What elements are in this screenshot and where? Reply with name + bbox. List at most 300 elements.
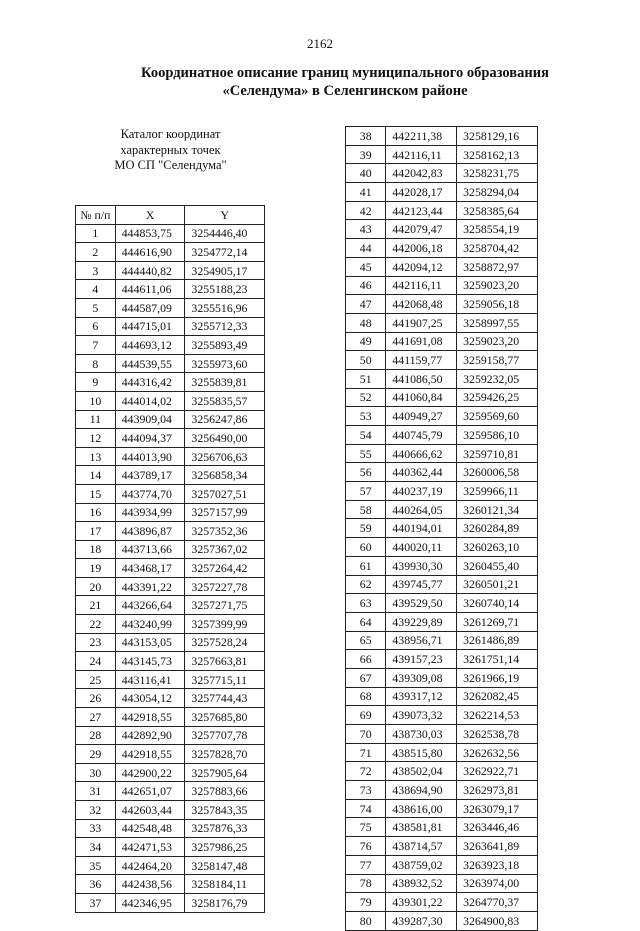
point-number: 68 — [346, 687, 386, 706]
point-number: 6 — [76, 317, 116, 336]
x-coordinate: 443896,87 — [115, 522, 185, 541]
point-number: 28 — [76, 726, 116, 745]
x-coordinate: 444693,12 — [115, 336, 185, 355]
point-number: 73 — [346, 781, 386, 800]
table-row — [76, 373, 265, 392]
table-row — [76, 224, 265, 243]
y-coordinate: 3257027,51 — [185, 484, 265, 503]
x-coordinate: 438581,81 — [386, 818, 457, 837]
y-coordinate: 3257715,11 — [185, 670, 265, 689]
x-coordinate: 442438,56 — [115, 875, 185, 894]
y-coordinate: 3254772,14 — [185, 243, 265, 262]
y-coordinate: 3257399,99 — [185, 615, 265, 634]
point-number: 10 — [76, 391, 116, 410]
table-row — [346, 500, 538, 519]
table-row — [76, 763, 265, 782]
table-row — [346, 257, 538, 276]
y-coordinate: 3255188,23 — [185, 280, 265, 299]
point-number: 79 — [346, 893, 386, 912]
point-number: 49 — [346, 332, 386, 351]
x-coordinate: 441907,25 — [386, 313, 457, 332]
table-row — [76, 317, 265, 336]
table-row — [346, 631, 538, 650]
table-row — [346, 239, 538, 258]
x-coordinate: 442079,47 — [386, 220, 457, 239]
table-row — [346, 201, 538, 220]
table-row — [346, 706, 538, 725]
y-coordinate: 3260740,14 — [457, 594, 538, 613]
x-coordinate: 440362,44 — [386, 463, 457, 482]
table-row — [346, 183, 538, 202]
table-row — [346, 650, 538, 669]
point-number: 61 — [346, 556, 386, 575]
point-number: 51 — [346, 369, 386, 388]
table-row — [76, 689, 265, 708]
table-row — [346, 276, 538, 295]
x-coordinate: 442346,95 — [115, 893, 185, 912]
y-coordinate: 3257528,24 — [185, 633, 265, 652]
table-row — [76, 801, 265, 820]
y-coordinate: 3263079,17 — [457, 799, 538, 818]
header-y: Y — [185, 206, 265, 225]
table-row — [76, 559, 265, 578]
x-coordinate: 443153,05 — [115, 633, 185, 652]
y-coordinate: 3260006,58 — [457, 463, 538, 482]
y-coordinate: 3255839,81 — [185, 373, 265, 392]
header-number: № п/п — [76, 206, 116, 225]
point-number: 26 — [76, 689, 116, 708]
point-number: 21 — [76, 596, 116, 615]
table-row — [76, 893, 265, 912]
x-coordinate: 442548,48 — [115, 819, 185, 838]
table-row — [346, 893, 538, 912]
y-coordinate: 3263923,18 — [457, 855, 538, 874]
table-row — [76, 261, 265, 280]
table-header-row — [76, 206, 265, 225]
caption-line-2: характерных точек — [120, 142, 221, 157]
y-coordinate: 3259232,05 — [457, 369, 538, 388]
table-row — [346, 612, 538, 631]
point-number: 77 — [346, 855, 386, 874]
point-number: 42 — [346, 201, 386, 220]
y-coordinate: 3257227,78 — [185, 577, 265, 596]
x-coordinate: 442471,53 — [115, 838, 185, 857]
table-row — [76, 484, 265, 503]
y-coordinate: 3257843,35 — [185, 801, 265, 820]
y-coordinate: 3258997,55 — [457, 313, 538, 332]
x-coordinate: 444587,09 — [115, 298, 185, 317]
y-coordinate: 3261966,19 — [457, 668, 538, 687]
x-coordinate: 442123,44 — [386, 201, 457, 220]
table-row — [346, 444, 538, 463]
table-row — [346, 369, 538, 388]
y-coordinate: 3257707,78 — [185, 726, 265, 745]
header-x: X — [115, 206, 185, 225]
x-coordinate: 443054,12 — [115, 689, 185, 708]
x-coordinate: 439073,32 — [386, 706, 457, 725]
point-number: 23 — [76, 633, 116, 652]
point-number: 11 — [76, 410, 116, 429]
table-row — [346, 463, 538, 482]
x-coordinate: 444715,01 — [115, 317, 185, 336]
x-coordinate: 443934,99 — [115, 503, 185, 522]
x-coordinate: 438515,80 — [386, 743, 457, 762]
y-coordinate: 3257367,02 — [185, 540, 265, 559]
table-row — [346, 594, 538, 613]
x-coordinate: 443240,99 — [115, 615, 185, 634]
y-coordinate: 3257271,75 — [185, 596, 265, 615]
x-coordinate: 442006,18 — [386, 239, 457, 258]
y-coordinate: 3257352,36 — [185, 522, 265, 541]
x-coordinate: 439301,22 — [386, 893, 457, 912]
x-coordinate: 442028,17 — [386, 183, 457, 202]
x-coordinate: 442464,20 — [115, 856, 185, 875]
y-coordinate: 3259056,18 — [457, 295, 538, 314]
table-row — [346, 575, 538, 594]
y-coordinate: 3263974,00 — [457, 874, 538, 893]
point-number: 38 — [346, 127, 386, 146]
point-number: 75 — [346, 818, 386, 837]
y-coordinate: 3254905,17 — [185, 261, 265, 280]
y-coordinate: 3258184,11 — [185, 875, 265, 894]
y-coordinate: 3257264,42 — [185, 559, 265, 578]
x-coordinate: 441159,77 — [386, 351, 457, 370]
x-coordinate: 442068,48 — [386, 295, 457, 314]
y-coordinate: 3258147,48 — [185, 856, 265, 875]
table-row — [346, 351, 538, 370]
point-number: 71 — [346, 743, 386, 762]
point-number: 80 — [346, 911, 386, 930]
y-coordinate: 3258294,04 — [457, 183, 538, 202]
y-coordinate: 3257905,64 — [185, 763, 265, 782]
x-coordinate: 444094,37 — [115, 429, 185, 448]
x-coordinate: 438759,02 — [386, 855, 457, 874]
point-number: 37 — [76, 893, 116, 912]
table-row — [346, 762, 538, 781]
y-coordinate: 3257828,70 — [185, 745, 265, 764]
y-coordinate: 3261486,89 — [457, 631, 538, 650]
x-coordinate: 438714,57 — [386, 837, 457, 856]
table-row — [346, 911, 538, 930]
y-coordinate: 3257986,25 — [185, 838, 265, 857]
point-number: 14 — [76, 466, 116, 485]
y-coordinate: 3260263,10 — [457, 538, 538, 557]
point-number: 33 — [76, 819, 116, 838]
point-number: 31 — [76, 782, 116, 801]
table-row — [76, 298, 265, 317]
table-row — [346, 313, 538, 332]
table-row — [346, 556, 538, 575]
table-row — [346, 519, 538, 538]
catalog-caption — [78, 127, 263, 174]
point-number: 60 — [346, 538, 386, 557]
table-row — [76, 354, 265, 373]
table-row — [76, 615, 265, 634]
point-number: 76 — [346, 837, 386, 856]
table-row — [346, 127, 538, 146]
y-coordinate: 3260501,21 — [457, 575, 538, 594]
point-number: 44 — [346, 239, 386, 258]
point-number: 59 — [346, 519, 386, 538]
title-line-1: Координатное описание границ муниципального образования — [141, 65, 549, 81]
table-row — [346, 818, 538, 837]
point-number: 48 — [346, 313, 386, 332]
table-row — [76, 856, 265, 875]
table-row — [76, 447, 265, 466]
y-coordinate: 3262538,78 — [457, 725, 538, 744]
table-row — [346, 687, 538, 706]
point-number: 19 — [76, 559, 116, 578]
table-row — [76, 633, 265, 652]
point-number: 46 — [346, 276, 386, 295]
point-number: 15 — [76, 484, 116, 503]
table-row — [346, 668, 538, 687]
table-row — [76, 670, 265, 689]
point-number: 8 — [76, 354, 116, 373]
table-row — [346, 799, 538, 818]
point-number: 35 — [76, 856, 116, 875]
x-coordinate: 439529,50 — [386, 594, 457, 613]
point-number: 25 — [76, 670, 116, 689]
y-coordinate: 3256858,34 — [185, 466, 265, 485]
x-coordinate: 444539,55 — [115, 354, 185, 373]
point-number: 62 — [346, 575, 386, 594]
x-coordinate: 442094,12 — [386, 257, 457, 276]
x-coordinate: 444316,42 — [115, 373, 185, 392]
y-coordinate: 3259426,25 — [457, 388, 538, 407]
y-coordinate: 3263641,89 — [457, 837, 538, 856]
y-coordinate: 3256706,63 — [185, 447, 265, 466]
coordinates-table-left — [75, 205, 265, 913]
table-row — [346, 145, 538, 164]
table-row — [346, 482, 538, 501]
table-row — [76, 336, 265, 355]
x-coordinate: 443909,04 — [115, 410, 185, 429]
table-row — [76, 522, 265, 541]
x-coordinate: 440745,79 — [386, 426, 457, 445]
x-coordinate: 442918,55 — [115, 745, 185, 764]
point-number: 58 — [346, 500, 386, 519]
point-number: 7 — [76, 336, 116, 355]
point-number: 30 — [76, 763, 116, 782]
table-row — [346, 781, 538, 800]
table-row — [76, 596, 265, 615]
table-row — [346, 407, 538, 426]
y-coordinate: 3258176,79 — [185, 893, 265, 912]
table-row — [76, 838, 265, 857]
point-number: 72 — [346, 762, 386, 781]
point-number: 36 — [76, 875, 116, 894]
y-coordinate: 3264900,83 — [457, 911, 538, 930]
point-number: 20 — [76, 577, 116, 596]
x-coordinate: 443713,66 — [115, 540, 185, 559]
x-coordinate: 443391,22 — [115, 577, 185, 596]
table-row — [76, 875, 265, 894]
y-coordinate: 3256247,86 — [185, 410, 265, 429]
x-coordinate: 444853,75 — [115, 224, 185, 243]
y-coordinate: 3257685,80 — [185, 708, 265, 727]
x-coordinate: 438502,04 — [386, 762, 457, 781]
x-coordinate: 438932,52 — [386, 874, 457, 893]
x-coordinate: 438730,03 — [386, 725, 457, 744]
y-coordinate: 3259023,20 — [457, 276, 538, 295]
point-number: 69 — [346, 706, 386, 725]
point-number: 55 — [346, 444, 386, 463]
x-coordinate: 443266,64 — [115, 596, 185, 615]
point-number: 40 — [346, 164, 386, 183]
y-coordinate: 3260455,40 — [457, 556, 538, 575]
x-coordinate: 440949,27 — [386, 407, 457, 426]
point-number: 2 — [76, 243, 116, 262]
y-coordinate: 3257876,33 — [185, 819, 265, 838]
y-coordinate: 3259023,20 — [457, 332, 538, 351]
point-number: 4 — [76, 280, 116, 299]
y-coordinate: 3254446,40 — [185, 224, 265, 243]
x-coordinate: 438694,90 — [386, 781, 457, 800]
caption-line-3: МО СП "Селендума" — [114, 158, 227, 172]
x-coordinate: 440666,62 — [386, 444, 457, 463]
y-coordinate: 3263446,46 — [457, 818, 538, 837]
y-coordinate: 3264770,37 — [457, 893, 538, 912]
x-coordinate: 440194,01 — [386, 519, 457, 538]
x-coordinate: 440020,11 — [386, 538, 457, 557]
y-coordinate: 3259966,11 — [457, 482, 538, 501]
x-coordinate: 442116,11 — [386, 145, 457, 164]
y-coordinate: 3262632,56 — [457, 743, 538, 762]
point-number: 41 — [346, 183, 386, 202]
table-row — [76, 466, 265, 485]
table-row — [346, 837, 538, 856]
table-row — [76, 652, 265, 671]
x-coordinate: 443774,70 — [115, 484, 185, 503]
y-coordinate: 3260121,34 — [457, 500, 538, 519]
table-row — [76, 819, 265, 838]
point-number: 63 — [346, 594, 386, 613]
y-coordinate: 3256490,00 — [185, 429, 265, 448]
point-number: 9 — [76, 373, 116, 392]
point-number: 29 — [76, 745, 116, 764]
table-row — [76, 391, 265, 410]
table-row — [346, 220, 538, 239]
point-number: 67 — [346, 668, 386, 687]
x-coordinate: 442211,38 — [386, 127, 457, 146]
table-row — [346, 725, 538, 744]
point-number: 54 — [346, 426, 386, 445]
y-coordinate: 3262973,81 — [457, 781, 538, 800]
x-coordinate: 443145,73 — [115, 652, 185, 671]
point-number: 27 — [76, 708, 116, 727]
y-coordinate: 3262082,45 — [457, 687, 538, 706]
x-coordinate: 442651,07 — [115, 782, 185, 801]
x-coordinate: 443116,41 — [115, 670, 185, 689]
y-coordinate: 3255973,60 — [185, 354, 265, 373]
point-number: 22 — [76, 615, 116, 634]
x-coordinate: 444440,82 — [115, 261, 185, 280]
table-row — [76, 410, 265, 429]
y-coordinate: 3257883,66 — [185, 782, 265, 801]
point-number: 74 — [346, 799, 386, 818]
y-coordinate: 3257744,43 — [185, 689, 265, 708]
y-coordinate: 3262922,71 — [457, 762, 538, 781]
table-row — [346, 538, 538, 557]
point-number: 53 — [346, 407, 386, 426]
point-number: 56 — [346, 463, 386, 482]
y-coordinate: 3258872,97 — [457, 257, 538, 276]
y-coordinate: 3258162,13 — [457, 145, 538, 164]
table-row — [346, 743, 538, 762]
point-number: 32 — [76, 801, 116, 820]
point-number: 18 — [76, 540, 116, 559]
x-coordinate: 439287,30 — [386, 911, 457, 930]
y-coordinate: 3258385,64 — [457, 201, 538, 220]
point-number: 47 — [346, 295, 386, 314]
point-number: 3 — [76, 261, 116, 280]
x-coordinate: 439745,77 — [386, 575, 457, 594]
point-number: 45 — [346, 257, 386, 276]
table-row — [76, 280, 265, 299]
point-number: 64 — [346, 612, 386, 631]
y-coordinate: 3259158,77 — [457, 351, 538, 370]
x-coordinate: 443468,17 — [115, 559, 185, 578]
x-coordinate: 441086,50 — [386, 369, 457, 388]
x-coordinate: 442603,44 — [115, 801, 185, 820]
x-coordinate: 442918,55 — [115, 708, 185, 727]
y-coordinate: 3258129,16 — [457, 127, 538, 146]
caption-line-1: Каталог координат — [120, 127, 221, 141]
table-row — [76, 745, 265, 764]
table-row — [346, 874, 538, 893]
point-number: 13 — [76, 447, 116, 466]
point-number: 1 — [76, 224, 116, 243]
point-number: 16 — [76, 503, 116, 522]
point-number: 57 — [346, 482, 386, 501]
x-coordinate: 441691,08 — [386, 332, 457, 351]
x-coordinate: 438616,00 — [386, 799, 457, 818]
x-coordinate: 438956,71 — [386, 631, 457, 650]
table-row — [76, 429, 265, 448]
table-row — [346, 164, 538, 183]
x-coordinate: 441060,84 — [386, 388, 457, 407]
x-coordinate: 444611,06 — [115, 280, 185, 299]
point-number: 24 — [76, 652, 116, 671]
point-number: 78 — [346, 874, 386, 893]
table-row — [346, 295, 538, 314]
point-number: 12 — [76, 429, 116, 448]
y-coordinate: 3260284,89 — [457, 519, 538, 538]
y-coordinate: 3261269,71 — [457, 612, 538, 631]
table-row — [76, 540, 265, 559]
x-coordinate: 439309,08 — [386, 668, 457, 687]
y-coordinate: 3258554,19 — [457, 220, 538, 239]
y-coordinate: 3259586,10 — [457, 426, 538, 445]
y-coordinate: 3255835,57 — [185, 391, 265, 410]
table-row — [346, 855, 538, 874]
y-coordinate: 3255516,96 — [185, 298, 265, 317]
y-coordinate: 3258704,42 — [457, 239, 538, 258]
point-number: 50 — [346, 351, 386, 370]
y-coordinate: 3255893,49 — [185, 336, 265, 355]
x-coordinate: 440264,05 — [386, 500, 457, 519]
point-number: 34 — [76, 838, 116, 857]
point-number: 39 — [346, 145, 386, 164]
y-coordinate: 3259569,60 — [457, 407, 538, 426]
y-coordinate: 3257157,99 — [185, 503, 265, 522]
x-coordinate: 442042,83 — [386, 164, 457, 183]
x-coordinate: 442900,22 — [115, 763, 185, 782]
x-coordinate: 442116,11 — [386, 276, 457, 295]
y-coordinate: 3255712,33 — [185, 317, 265, 336]
x-coordinate: 439317,12 — [386, 687, 457, 706]
